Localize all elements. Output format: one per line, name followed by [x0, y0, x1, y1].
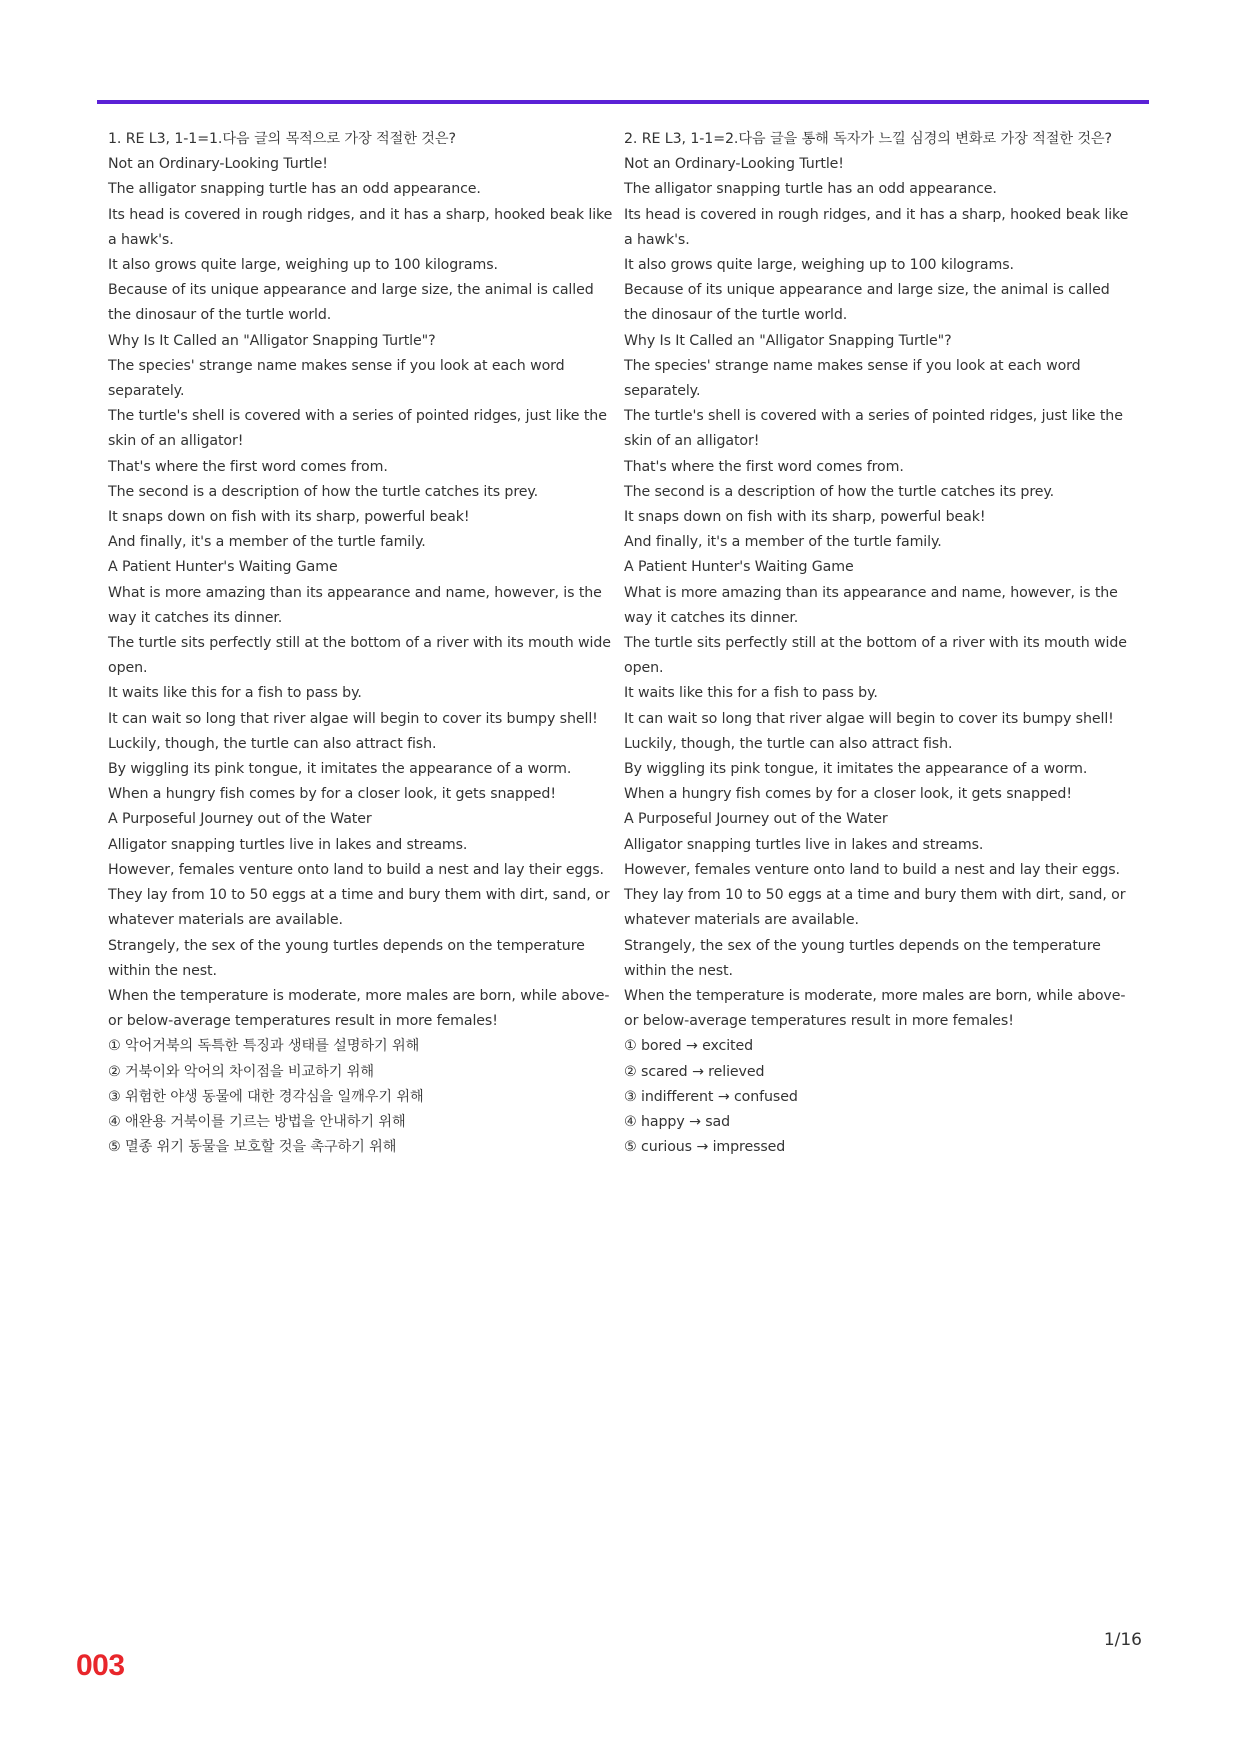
answer-option: ② 거북이와 악어의 차이점을 비교하기 위해 [108, 1063, 374, 1080]
passage-line: What is more amazing than its appearance and name, however, is the way it catches its dinner. [108, 584, 602, 626]
passage-line: It snaps down on fish with its sharp, powerful beak! [108, 509, 470, 526]
passage-line: It waits like this for a fish to pass by. [108, 685, 362, 702]
passage-line: And finally, it's a member of the turtle family. [108, 534, 426, 551]
passage-line: The turtle's shell is covered with a series of pointed ridges, just like the skin of an alligator! [624, 408, 1123, 450]
passage-line: It also grows quite large, weighing up to 100 kilograms. [624, 257, 1014, 274]
passage-line: When the temperature is moderate, more males are born, while above- or below-average temperatures result in more females! [108, 987, 610, 1030]
passage-line: Why Is It Called an "Alligator Snapping Turtle"? [108, 332, 436, 349]
passage-line: Strangely, the sex of the young turtles depends on the temperature within the nest. [108, 937, 585, 979]
answer-option: ② scared → relieved [624, 1063, 765, 1080]
passage-line: That's where the first word comes from. [624, 458, 904, 475]
passage-line: When a hungry fish comes by for a closer look, it gets snapped! [624, 786, 1072, 803]
passage-line: A Patient Hunter's Waiting Game [108, 559, 338, 576]
passage-line: The turtle sits perfectly still at the bottom of a river with its mouth wide open. [624, 635, 1127, 677]
answer-option: ④ 애완용 거북이를 기르는 방법을 안내하기 위해 [108, 1113, 406, 1130]
passage-line: The species' strange name makes sense if you look at each word separately. [108, 357, 565, 400]
passage-line: Why Is It Called an "Alligator Snapping Turtle"? [624, 332, 952, 349]
passage-line: What is more amazing than its appearance and name, however, is the way it catches its dinner. [624, 584, 1118, 626]
passage-line: Not an Ordinary-Looking Turtle! [108, 156, 328, 173]
passage-line: Because of its unique appearance and large size, the animal is called the dinosaur of the turtle world. [624, 282, 1110, 324]
passage-line: They lay from 10 to 50 eggs at a time and bury them with dirt, sand, or whatever materials are available. [108, 887, 610, 929]
passage-line: By wiggling its pink tongue, it imitates the appearance of a worm. [108, 761, 572, 778]
answer-option: ⑤ 멸종 위기 동물을 보호할 것을 촉구하기 위해 [108, 1139, 397, 1156]
passage-line: Alligator snapping turtles live in lakes and streams. [624, 836, 984, 853]
passage-line: Its head is covered in rough ridges, and it has a sharp, hooked beak like a hawk's. [624, 206, 1129, 248]
question-1 [108, 127, 618, 1160]
passage-line: When the temperature is moderate, more males are born, while above- or below-average temperatures result in more females! [624, 987, 1126, 1030]
page-code: 003 [76, 1649, 125, 1682]
passage-line: Its head is covered in rough ridges, and it has a sharp, hooked beak like a hawk's. [108, 206, 613, 248]
answer-option: ① 악어거북의 독특한 특징과 생태를 설명하기 위해 [108, 1038, 420, 1055]
passage-line: It waits like this for a fish to pass by. [624, 685, 878, 702]
passage-line: The second is a description of how the turtle catches its prey. [624, 483, 1055, 500]
answer-option: ① bored → excited [624, 1038, 754, 1055]
passage-line: Luckily, though, the turtle can also attract fish. [108, 735, 437, 752]
passage-line: It also grows quite large, weighing up to 100 kilograms. [108, 257, 498, 274]
passage-line: When a hungry fish comes by for a closer look, it gets snapped! [108, 786, 556, 803]
answer-option: ④ happy → sad [624, 1113, 731, 1130]
page-number: 1/16 [1103, 1630, 1142, 1650]
passage-line: The species' strange name makes sense if you look at each word separately. [624, 357, 1081, 400]
passage-line: And finally, it's a member of the turtle family. [624, 534, 942, 551]
passage-line: Luckily, though, the turtle can also attract fish. [624, 735, 953, 752]
header-divider [97, 100, 1149, 104]
passage-line: Strangely, the sex of the young turtles depends on the temperature within the nest. [624, 937, 1101, 979]
answer-option: ③ 위험한 야생 동물에 대한 경각심을 일깨우기 위해 [108, 1088, 424, 1105]
passage-line: Alligator snapping turtles live in lakes and streams. [108, 836, 468, 853]
passage-line: Because of its unique appearance and large size, the animal is called the dinosaur of the turtle world. [108, 282, 594, 324]
passage-line: It can wait so long that river algae will begin to cover its bumpy shell! [624, 710, 1114, 727]
passage-line: The alligator snapping turtle has an odd appearance. [108, 181, 481, 198]
question-header: 2. RE L3, 1-1=2.다음 글을 통해 독자가 느낄 심경의 변화로 가장 적절한 것은? [624, 131, 1112, 147]
passage-line: However, females venture onto land to build a nest and lay their eggs. [624, 861, 1120, 878]
passage-line: The second is a description of how the turtle catches its prey. [108, 483, 539, 500]
passage-line: The turtle's shell is covered with a series of pointed ridges, just like the skin of an alligator! [108, 408, 607, 450]
answer-option: ③ indifferent → confused [624, 1088, 798, 1105]
passage-line: The alligator snapping turtle has an odd appearance. [624, 181, 997, 198]
passage-line: Not an Ordinary-Looking Turtle! [624, 156, 844, 173]
passage-line: That's where the first word comes from. [108, 458, 388, 475]
passage-line: By wiggling its pink tongue, it imitates the appearance of a worm. [624, 761, 1088, 778]
passage-line: However, females venture onto land to build a nest and lay their eggs. [108, 861, 604, 878]
question-header: 1. RE L3, 1-1=1.다음 글의 목적으로 가장 적절한 것은? [108, 131, 456, 147]
question-2 [624, 127, 1134, 1160]
passage-line: A Patient Hunter's Waiting Game [624, 559, 854, 576]
passage-line: It snaps down on fish with its sharp, powerful beak! [624, 509, 986, 526]
passage-line: They lay from 10 to 50 eggs at a time and bury them with dirt, sand, or whatever materials are available. [624, 887, 1126, 929]
passage-line: It can wait so long that river algae will begin to cover its bumpy shell! [108, 710, 598, 727]
passage-line: A Purposeful Journey out of the Water [624, 811, 888, 828]
passage-line: The turtle sits perfectly still at the bottom of a river with its mouth wide open. [108, 635, 611, 677]
passage-line: A Purposeful Journey out of the Water [108, 811, 372, 828]
answer-option: ⑤ curious → impressed [624, 1139, 786, 1156]
